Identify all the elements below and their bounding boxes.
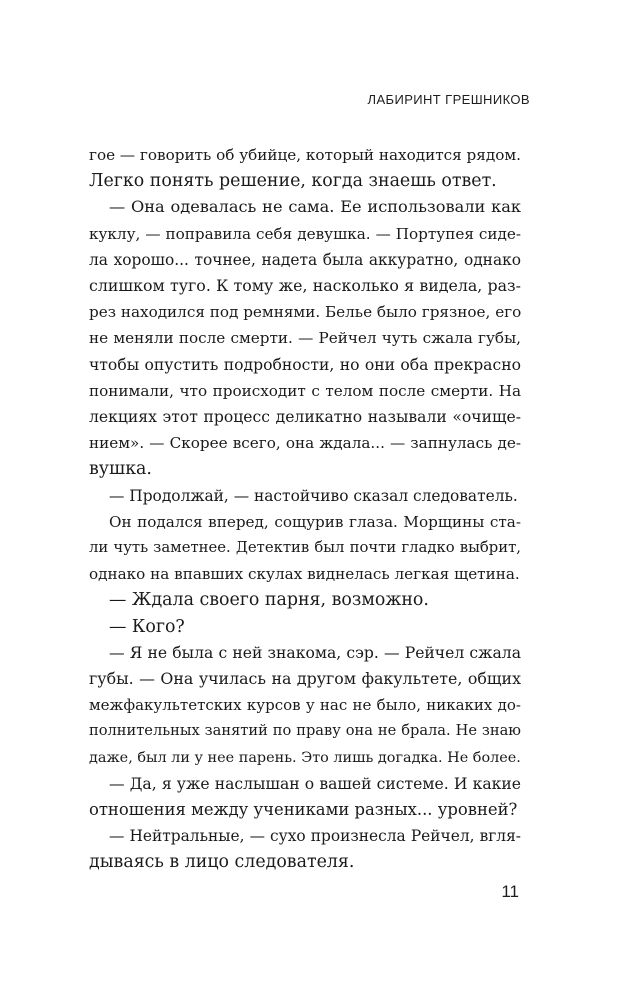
text-line: — Продолжай, — настойчиво сказал следователь. (109, 486, 518, 505)
text-line: Он подался вперед, сощурив глаза. Морщины ста- (109, 512, 521, 531)
text-line: не меняли после смерти. — Рейчел чуть сжала губы, (89, 329, 521, 348)
text-line: — Нейтральные, — сухо произнесла Рейчел, вгля- (109, 827, 521, 846)
text-line: губы. — Она училась на другом факультете, общих (89, 669, 521, 689)
text-line: Легко понять решение, когда знаешь ответ. (89, 171, 497, 192)
text-line: слишком туго. К тому же, насколько я видела, раз- (89, 276, 521, 296)
text-line: полнительных занятий по праву она не брала. Не знаю (89, 722, 521, 740)
text-line: — Ждала своего парня, возможно. (109, 590, 429, 611)
text-line: понимали, что происходит с телом после смерти. На (89, 381, 521, 400)
text-line: куклу, — поправила себя девушка. — Портупея сиде- (89, 224, 521, 243)
text-line: чтобы опустить подробности, но они оба прекрасно (89, 355, 521, 374)
text-line: — Я не была с ней знакома, сэр. — Рейчел сжала (109, 643, 521, 662)
text-line: — Кого? (109, 616, 185, 637)
text-line: вушка. (89, 459, 152, 480)
text-line: дываясь в лицо следователя. (89, 852, 355, 873)
text-line: рез находился под ремнями. Белье было грязное, его (89, 303, 522, 322)
text-line: гое — говорить об убийце, который находится рядом. (89, 146, 521, 164)
running-title: ЛАБИРИНТ ГРЕШНИКОВ (367, 92, 530, 107)
text-line: нием». — Скорее всего, она ждала... — запнулась де- (89, 434, 521, 453)
text-line: ли чуть заметнее. Детектив был почти гладко выбрит, (89, 539, 521, 557)
text-line: межфакультетских курсов у нас не было, никаких до- (89, 696, 521, 715)
text-line: однако на впавших скулах виднелась легкая щетина. (89, 565, 520, 584)
text-line: лекциях этот процесс деликатно называли «очище- (89, 408, 521, 427)
text-line: — Да, я уже наслышан о вашей системе. И какие (109, 774, 521, 793)
body-text (89, 142, 521, 876)
text-line: даже, был ли у нее парень. Это лишь догадка. Не более. (89, 749, 521, 766)
text-line: отношения между учениками разных... уровней? (89, 800, 518, 820)
text-line: — Она одевалась не сама. Ее использовали как (109, 197, 521, 217)
text-line: ла хорошо... точнее, надета была аккуратно, однако (89, 250, 521, 269)
page-number: 11 (501, 882, 519, 901)
